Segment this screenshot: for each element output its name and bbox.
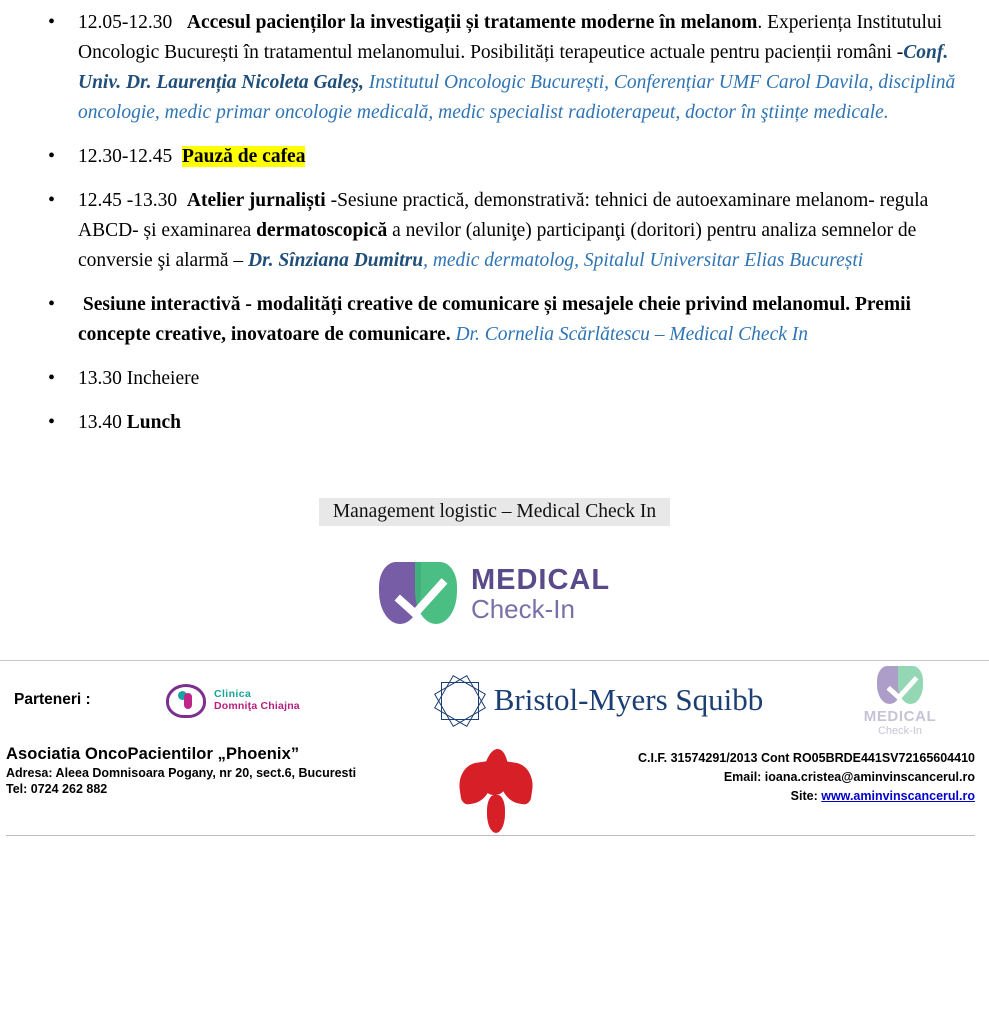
partner-clinica-domnita-chiajna	[164, 680, 374, 720]
agenda-item-1-title: Accesul pacienților la investigații și tratamente moderne în melanom	[186, 12, 758, 33]
agenda-item-1-body: Experiența Institutului Oncologic București în tratamentul melanomului. Posibilități terapeutice actuale pentru pacienții români -	[78, 12, 943, 63]
clinica-line-1: Clinica	[214, 688, 252, 700]
footer-divider	[6, 835, 975, 836]
footer-contact	[556, 745, 975, 806]
checkmark-icon-small	[877, 664, 923, 708]
mci-small-line-1: MEDICAL	[863, 707, 937, 725]
partner-medical-check-in	[825, 664, 975, 737]
mci-small-line-2: Check-In	[877, 724, 923, 737]
logistic-band	[0, 498, 989, 526]
footer	[0, 739, 989, 833]
agenda-item-3-speaker: Dr. Sînziana Dumitru	[248, 250, 424, 271]
agenda-item-6-text: Lunch	[126, 412, 181, 433]
footer-cif: C.I.F. 31574291/2013 Cont RO05BRDE441SV72165604410	[637, 751, 975, 765]
agenda-item-4	[0, 290, 969, 350]
agenda-item-5-time: 13.30	[78, 368, 122, 389]
bms-geometric-icon	[436, 677, 482, 723]
agenda-item-2-highlight: Pauză de cafea	[182, 146, 306, 167]
agenda-item-2	[0, 142, 969, 172]
bms-wordmark: Bristol-Myers Squibb	[493, 682, 764, 717]
heart-family-icon	[164, 680, 208, 720]
agenda-item-1-speaker: Conf. Univ. Dr. Laurenția Nicoleta Galeș,	[78, 42, 949, 93]
footer-organization	[6, 745, 436, 796]
agenda-item-1-time: 12.05-12.30	[78, 12, 173, 33]
document-page	[0, 8, 989, 1012]
agenda-item-3-bold-mid: dermatoscopică	[256, 220, 388, 241]
agenda-item-5	[0, 364, 969, 394]
organization-address: Adresa: Aleea Domnisoara Pogany, nr 20, sect.6, Bucuresti	[6, 766, 357, 780]
organization-phone: Tel: 0724 262 882	[6, 782, 108, 796]
logo-line-1: MEDICAL	[470, 563, 611, 596]
phoenix-logo	[436, 745, 556, 833]
agenda-item-5-text: Incheiere	[126, 368, 200, 389]
footer-email: Email: ioana.cristea@aminvinscancerul.ro	[723, 770, 975, 784]
footer-site-label: Site:	[790, 789, 818, 803]
agenda-item-4-speaker: Dr. Cornelia Scărlătescu – Medical Check In	[455, 324, 809, 345]
agenda-item-6-time: 13.40	[78, 412, 122, 433]
agenda-item-4-lead-tail: .	[445, 324, 451, 345]
agenda-item-6	[0, 408, 969, 438]
agenda-item-3-time: 12.45 -13.30	[78, 190, 178, 211]
phoenix-bird-icon	[459, 749, 533, 833]
logo-line-2: Check-In	[470, 593, 575, 624]
agenda-item-2-time: 12.30-12.45	[78, 146, 173, 167]
agenda-item-4-lead: Sesiune interactivă - modalități creative de comunicare și mesajele cheie privind melanomul. Premii concepte creative, inovatoare de comunicare	[78, 294, 911, 345]
medical-check-in-logo	[365, 552, 625, 638]
agenda-item-3-title: Atelier jurnaliști	[186, 190, 326, 211]
partners-row	[0, 661, 989, 739]
agenda-list	[0, 8, 989, 438]
agenda-item-3-body2: a nevilor (aluniţe) participanţi (doritori) pentru analiza semnelor de conversie şi alarmă –	[78, 220, 917, 271]
agenda-item-1-speaker-details: Institutul Oncologic București, Conferențiar UMF Carol Davila, disciplină oncologie, medic primar oncologie medicală, medic specialist radioterapeut, doctor în ştiințe medicale.	[78, 72, 956, 123]
clinica-line-2: Domniţa Chiajna	[214, 700, 300, 712]
footer-site-link[interactable]: www.aminvinscancerul.ro	[821, 789, 975, 803]
checkmark-icon	[379, 558, 457, 632]
agenda-item-1	[0, 8, 969, 128]
medical-check-in-wordmark	[470, 563, 611, 625]
logistic-label: Management logistic – Medical Check In	[319, 498, 670, 526]
agenda-item-3	[0, 186, 969, 276]
agenda-item-3-speaker-details: , medic dermatolog, Spitalul Universitar Elias București	[423, 250, 864, 271]
partners-label: Parteneri :	[14, 691, 91, 708]
agenda-item-3-body1: -Sesiune practică, demonstrativă: tehnici de autoexaminare melanom- regula ABCD- și examinarea	[78, 190, 929, 241]
partner-bristol-myers-squibb	[374, 677, 825, 723]
organization-name: Asociatia OncoPacientilor „Phoenix”	[6, 745, 300, 763]
agenda-item-1-title-tail: .	[757, 12, 763, 33]
